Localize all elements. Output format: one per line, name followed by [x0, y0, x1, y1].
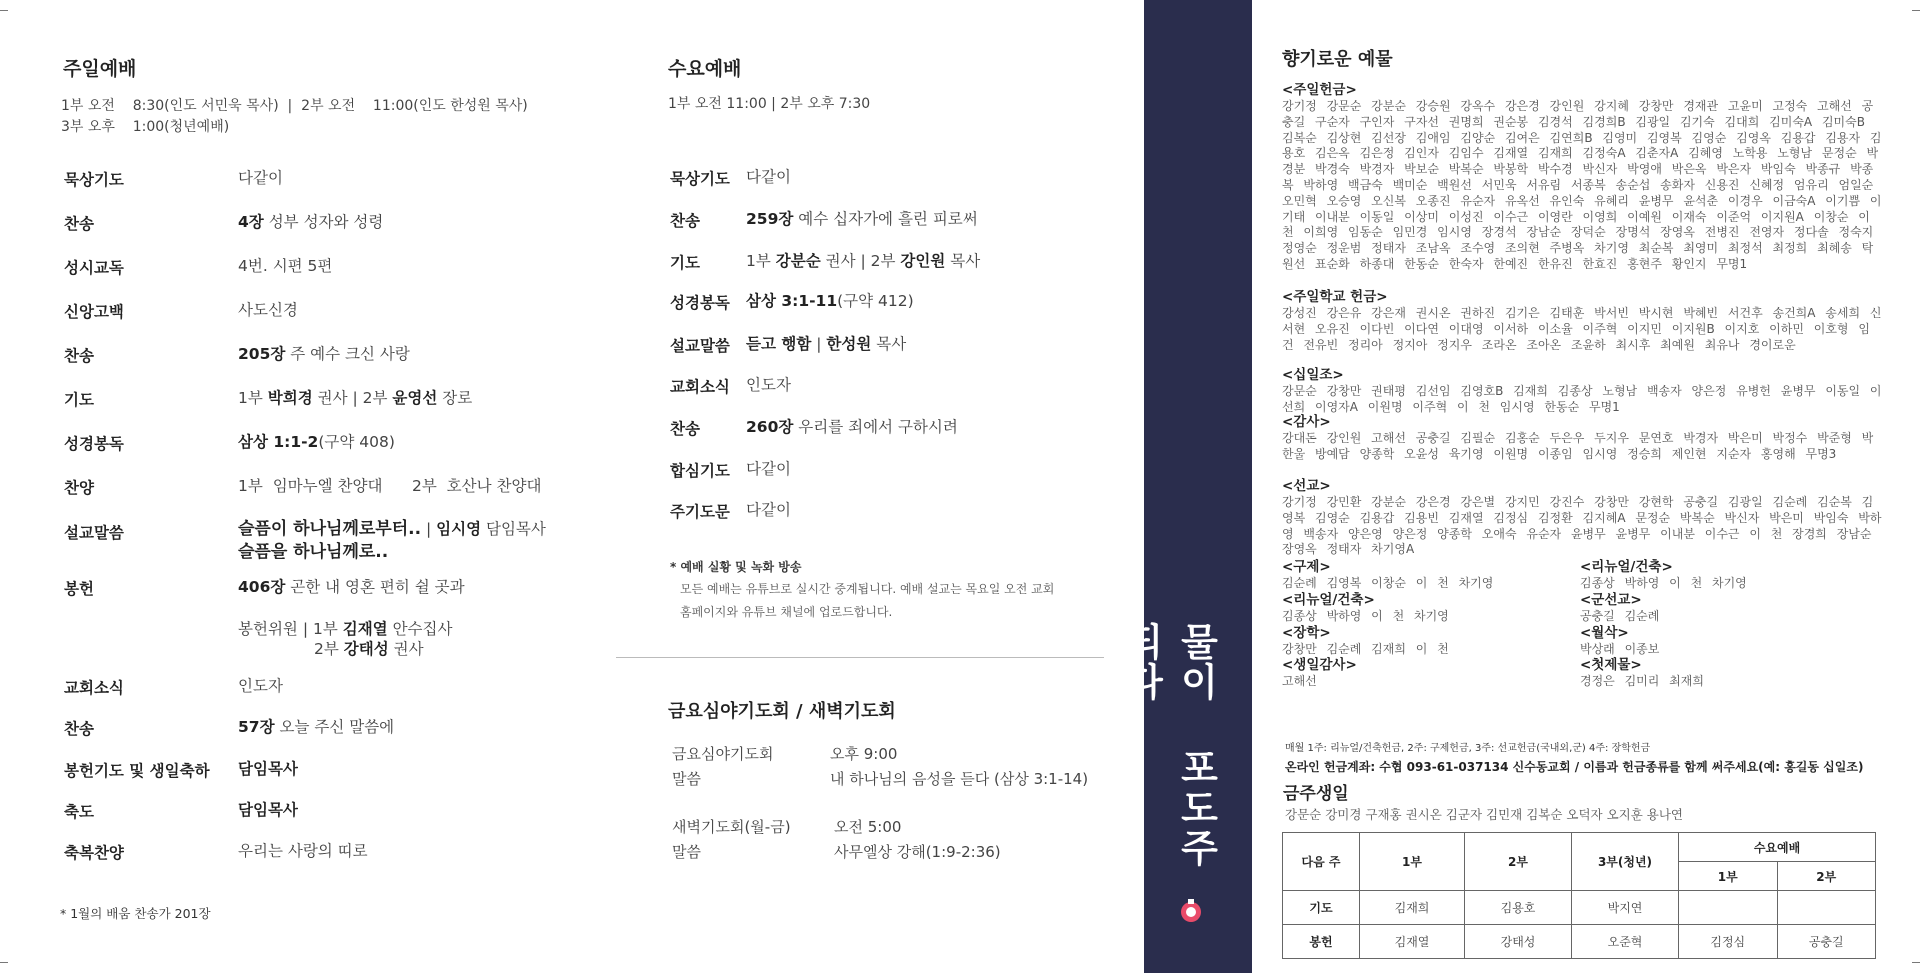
- wednesday-label: 기도: [670, 254, 700, 272]
- offering-names: 김순례 김영복 이창순 이 천 차기영: [1282, 576, 1494, 590]
- offering-group-right: [1580, 559, 1880, 690]
- sermon-title: 슬픔이 하나님께로부터..: [238, 519, 422, 539]
- sunday-label: 찬송: [64, 720, 94, 738]
- text: 담임목사: [481, 520, 546, 538]
- dawn-label: 말씀: [672, 843, 701, 861]
- offering-group: [1282, 289, 1882, 353]
- hymn-number: 205장: [238, 345, 286, 363]
- sunday-title: 주일예배: [63, 58, 137, 80]
- offering-category: <월삭>: [1580, 624, 1629, 641]
- offering-category: <십일조>: [1282, 367, 1344, 383]
- hymn-number: 406장: [238, 578, 286, 596]
- offering-names: 공충길 김순례: [1580, 608, 1660, 623]
- person-name: 박희경: [267, 389, 313, 407]
- crop-mark: [1912, 10, 1920, 11]
- sunday-footnote: * 1월의 배움 찬송가 201장: [60, 906, 211, 921]
- offering-committee-1: [238, 619, 452, 639]
- offering-names: 고해선: [1282, 674, 1317, 689]
- table-cell: 김용호: [1465, 891, 1572, 925]
- sunday-label: 축복찬양: [64, 844, 124, 862]
- birthday-names: 강문순 강미경 구재홍 권시온 김군자 김민재 김복순 오덕자 오지훈 용나연: [1285, 807, 1684, 822]
- crop-mark: [1912, 962, 1920, 963]
- text: 봉헌위원 | 1부: [238, 620, 343, 638]
- person-name: 강인원: [900, 252, 946, 270]
- wednesday-label: 묵상기도: [670, 170, 730, 188]
- wednesday-label: 설교말씀: [670, 337, 730, 355]
- offerings-title: 향기로운 예물: [1282, 49, 1393, 70]
- hymn-title: 우리를 죄에서 구하시려: [793, 418, 958, 436]
- person-name: 강분순: [775, 252, 821, 270]
- hymn-title: 주 예수 크신 사랑: [285, 345, 410, 363]
- sunday-label: 찬양: [64, 479, 94, 497]
- text: |: [421, 520, 437, 538]
- table-row: [1283, 925, 1876, 959]
- text: 1부: [746, 252, 776, 270]
- table-header: 1부: [1360, 833, 1465, 891]
- offering-category: <리뉴얼/건축>: [1580, 559, 1673, 575]
- offering-names: 박상래 이종보: [1580, 641, 1660, 656]
- wednesday-value: [746, 209, 978, 229]
- offering-names: 강문순 강창만 권태평 김선임 김영호B 김재희 김종상 노형남 백송자 양은정 유병헌 윤병무 이동일 이선희 이영자A 이원명 이주혁 이 천 임시영 한동순 무명1: [1282, 384, 1882, 414]
- sunday-label: 찬송: [64, 215, 94, 233]
- offering-category: <리뉴얼/건축>: [1282, 591, 1375, 608]
- offering-committee-2: [314, 639, 424, 659]
- sunday-label: 묵상기도: [64, 171, 124, 189]
- table-header: 수요예배: [1679, 833, 1876, 862]
- offering-category: <감사>: [1282, 414, 1331, 430]
- sunday-value: [238, 212, 383, 232]
- table-row: [1283, 891, 1876, 925]
- offering-names: 강창만 김순례 김재희 이 천: [1282, 641, 1449, 656]
- wednesday-label: 합심기도: [670, 462, 730, 480]
- row-label: 기도: [1283, 891, 1360, 925]
- offering-names: 강기정 강문순 강분순 강승원 강옥수 강은경 강인원 강지혜 강창만 경재관 고윤미 고정숙 고해선 공충길 구순자 구인자 구자선 권명희 권순봉 김경석 김경희B 김광일 김기숙 김대희 김미숙A 김미숙B 김복순 김상현 김선장 김애임 김양순 김여은 김연희B 김영미 김영복 김영순 김영옥 김용갑 김용자 김용호 김은옥 김은정 김인자 김임수 김재열 김재희 김정숙A 김춘자A 김혜영 노학용 노형남 문정순 박경분 박경숙 박경자 박보순 박복순 박봉학 박수경 박신자 박영애 박은옥 박은자 박임숙 박종규 박종복 박하영 백금숙 백미순 백원선 서민욱 서유림 서종복 송순섭 송화자 신용진 신혜정 엄유리 엄일순 오민혁 오승영 오신복 오종진 유순자 유옥선 유인숙 유혜리 윤병무 윤석춘 이경우 이금숙A 이기쁨 이기태 이내분 이동일 이상미 이성진 이수근 이영란 이영희 이예원 이재숙 이준억 이지원A 이창순 이 천 이희영 임동순 임민경 임시영 장경석 장남순 장덕순 장명석 장영옥 전병진 전영자 정다솔 정숙지 정영순 정운범 정태자 조남옥 조수영 조의현 주병옥 차기영 최순복 최영미 최정석 최정희 최혜송 탁원선 표순화 하종대 한동순 한숙자 한예진 한유진 한효진 홍현주 황인지 무명1: [1282, 99, 1882, 271]
- sunday-value: 4번. 시편 5편: [238, 257, 333, 275]
- person-name: 김재열: [342, 620, 388, 638]
- section-divider: [616, 657, 1104, 658]
- wednesday-value: [746, 334, 906, 354]
- broadcast-note-line1: 모든 예배는 유튜브로 실시간 중계됩니다. 예배 설교는 목요일 오전 교회: [680, 582, 1055, 596]
- person-name: 강태성: [343, 640, 389, 658]
- table-cell: 박지연: [1572, 891, 1679, 925]
- preacher-name: 한성원: [826, 335, 872, 353]
- text: |: [811, 335, 827, 353]
- wednesday-label: 찬송: [670, 420, 700, 438]
- dawn-label: 새벽기도회(월-금): [672, 818, 791, 836]
- table-header: 3부(청년): [1572, 833, 1679, 891]
- hymn-number: 4장: [238, 213, 264, 231]
- wednesday-value: 인도자: [746, 376, 791, 394]
- text: 권사 | 2부: [820, 252, 901, 270]
- offering-category: <구제>: [1282, 559, 1331, 575]
- table-header: 다음 주: [1283, 833, 1360, 891]
- offering-category: <첫제물>: [1580, 657, 1642, 674]
- text: 목사: [871, 335, 907, 353]
- hymn-number: 57장: [238, 718, 275, 736]
- dawn-value: 오전 5:00: [834, 818, 902, 836]
- offering-group: [1282, 414, 1882, 463]
- friday-label: 말씀: [672, 770, 701, 788]
- wednesday-title: 수요예배: [668, 58, 742, 80]
- crop-mark: [0, 962, 8, 963]
- text: 2부: [314, 640, 344, 658]
- offering-names: 강대돈 강인원 고해선 공충길 김필순 김홍순 두은우 두지우 문연호 박경자 박은미 박정수 박준형 박한울 방예담 양종학 오윤성 육기영 이원명 이종임 임시영 정승희 제인현 지순자 홍영해 무명3: [1282, 431, 1874, 461]
- table-cell: 강태성: [1465, 925, 1572, 959]
- sunday-times-line1: 1부 오전 8:30(인도 서민욱 목사) | 2부 오전 11:00(인도 한성원 목사): [61, 98, 528, 114]
- wednesday-value: [746, 417, 958, 437]
- sunday-value: 1부 임마누엘 찬양대 2부 호산나 찬양대: [238, 477, 542, 495]
- offering-category: <장학>: [1282, 624, 1331, 641]
- offering-names: 김종상 박하영 이 천 차기영: [1282, 608, 1449, 623]
- sunday-value: [238, 759, 298, 779]
- table-cell: 공충길: [1777, 925, 1876, 959]
- person-name: 윤영선: [392, 389, 438, 407]
- person-name: 담임목사: [238, 760, 298, 778]
- person-name: 담임목사: [238, 801, 298, 819]
- wednesday-label: 교회소식: [670, 378, 730, 396]
- wednesday-label: 찬송: [670, 212, 700, 230]
- table-cell: [1777, 891, 1876, 925]
- sunday-value: [238, 432, 395, 452]
- offering-category: <군선교>: [1580, 591, 1642, 608]
- sunday-label: 성시교독: [64, 259, 124, 277]
- monthly-offering-note: 매월 1주: 리뉴얼/건축헌금, 2주: 구제헌금, 3주: 선교헌금(국내외,군) 4주: 장학헌금: [1285, 743, 1651, 754]
- sunday-label: 성경봉독: [64, 435, 124, 453]
- text: 장로: [437, 389, 473, 407]
- offering-category: <선교>: [1282, 478, 1331, 494]
- broadcast-note-title: * 예배 실황 및 녹화 방송: [670, 560, 802, 574]
- hymn-number: 259장: [746, 210, 794, 228]
- scripture-ref: 삼상 1:1-2: [238, 433, 319, 451]
- sunday-label: 봉헌: [64, 580, 94, 598]
- scripture-page: (구약 408): [318, 433, 395, 451]
- offering-group-left: [1282, 559, 1582, 690]
- sunday-label: 찬송: [64, 347, 94, 365]
- sunday-label: 기도: [64, 391, 94, 409]
- crop-mark: [0, 10, 8, 11]
- sunday-value: 우리는 사랑의 띠로: [238, 842, 368, 860]
- account-note: 온라인 헌금계좌: 수협 093-61-037134 신수동교회 / 이름과 헌금종류를 함께 써주세요(예: 홍길동 십일조): [1285, 760, 1864, 774]
- offering-names: 강기정 강민환 강분순 강은경 강은별 강지민 강진수 강창만 강현학 공충길 김광일 김순례 김순복 김영복 김영순 김용갑 김용빈 김재열 김정심 김정환 김지혜A 문정순 박복순 박신자 박은미 박임숙 박하영 백송자 양은영 양은정 양종학 오애숙 유순자 윤병무 윤병무 이내분 이수근 이 천 장경희 장남순 장영옥 정태자 차기영A: [1282, 495, 1882, 557]
- offering-category: <생일감사>: [1282, 657, 1357, 674]
- hymn-number: 260장: [746, 418, 794, 436]
- sunday-value: [238, 717, 394, 737]
- text: 권사 | 2부: [312, 389, 393, 407]
- dawn-value: 사무엘상 강해(1:9-2:36): [834, 843, 1001, 861]
- friday-value: 오후 9:00: [830, 745, 898, 763]
- hymn-title: 오늘 주신 말씀에: [274, 718, 395, 736]
- offering-group: [1282, 367, 1882, 416]
- offering-names: 강성진 강은유 강은재 권시온 권하진 김기은 김태훈 박서빈 박시현 박혜빈 서건후 송건희A 송세희 신서현 오유진 이다빈 이다연 이대영 이서하 이소율 이주혁 이지민 이지원B 이지호 이하민 이호형 임 건 전유빈 정리아 정지아 정지우 조라온 조아온 조윤하 최시후 최예원 최유나 경이로운: [1282, 306, 1882, 352]
- wednesday-value: 다같이: [746, 501, 791, 519]
- wednesday-value: [746, 251, 980, 271]
- table-cell: [1679, 891, 1778, 925]
- next-week-schedule-table: [1282, 832, 1876, 959]
- wednesday-label: 주기도문: [670, 503, 730, 521]
- table-subheader: 2부: [1777, 862, 1876, 891]
- wednesday-value: 다같이: [746, 168, 791, 186]
- friday-title: 금요심야기도회 / 새벽기도회: [668, 701, 896, 722]
- sunday-label: 봉헌기도 및 생일축하: [64, 762, 210, 780]
- sunday-times-line2: 3부 오후 1:00(청년예배): [61, 119, 230, 135]
- sunday-value: 인도자: [238, 677, 283, 695]
- sunday-value: [238, 577, 465, 597]
- broadcast-note-line2: 홈페이지와 유튜브 채널에 업로드합니다.: [680, 605, 893, 619]
- hymn-title: 예수 십자가에 흘린 피로써: [793, 210, 978, 228]
- wednesday-value: 다같이: [746, 460, 791, 478]
- offering-group: [1282, 478, 1882, 558]
- table-header: 2부: [1465, 833, 1572, 891]
- ornament-icon: [1179, 898, 1203, 924]
- table-cell: 오준혁: [1572, 925, 1679, 959]
- spine-title: 물이 포도주 되다: [1119, 622, 1218, 868]
- wednesday-label: 성경봉독: [670, 294, 730, 312]
- preacher-name: 임시영: [436, 520, 482, 538]
- table-cell: 김재희: [1360, 891, 1465, 925]
- sunday-label: 신앙고백: [64, 303, 124, 321]
- sermon-title-2: 슬픔을 하나님께로..: [238, 542, 389, 562]
- row-label: 봉헌: [1283, 925, 1360, 959]
- table-cell: 김정심: [1679, 925, 1778, 959]
- sunday-value: [238, 800, 298, 820]
- offering-names: 경정은 김미리 최재희: [1580, 674, 1704, 689]
- hymn-title: 성부 성자와 성령: [263, 213, 384, 231]
- text: 권사: [388, 640, 424, 658]
- table-cell: 김재열: [1360, 925, 1465, 959]
- wednesday-value: [746, 291, 914, 311]
- sunday-label: 축도: [64, 803, 94, 821]
- offering-names: 김종상 박하영 이 천 차기영: [1580, 576, 1747, 590]
- offering-category: <주일학교 헌금>: [1282, 289, 1388, 305]
- sermon-line1: [238, 519, 546, 539]
- sunday-value: [238, 388, 472, 408]
- text: 1부: [238, 389, 268, 407]
- offering-category: <주일헌금>: [1282, 82, 1357, 98]
- sunday-value: 다같이: [238, 169, 283, 187]
- wednesday-times: 1부 오전 11:00 | 2부 오후 7:30: [668, 96, 871, 112]
- sunday-label: 설교말씀: [64, 524, 124, 542]
- scripture-page: (구약 412): [837, 292, 914, 310]
- text: 목사: [945, 252, 981, 270]
- friday-label: 금요심야기도회: [672, 745, 774, 763]
- sunday-label: 교회소식: [64, 679, 124, 697]
- birthday-title: 금주생일: [1283, 784, 1349, 804]
- scripture-ref: 삼상 3:1-11: [746, 292, 838, 310]
- friday-value: 내 하나님의 음성을 듣다 (삼상 3:1-14): [830, 770, 1089, 788]
- sermon-title: 듣고 행함: [746, 335, 812, 353]
- sunday-value: [238, 344, 410, 364]
- text: 안수집사: [387, 620, 453, 638]
- sermon-line2: [238, 542, 388, 562]
- sunday-value: 사도신경: [238, 301, 298, 319]
- hymn-title: 곤한 내 영혼 편히 쉴 곳과: [285, 578, 465, 596]
- offering-group: [1282, 82, 1882, 273]
- table-subheader: 1부: [1679, 862, 1778, 891]
